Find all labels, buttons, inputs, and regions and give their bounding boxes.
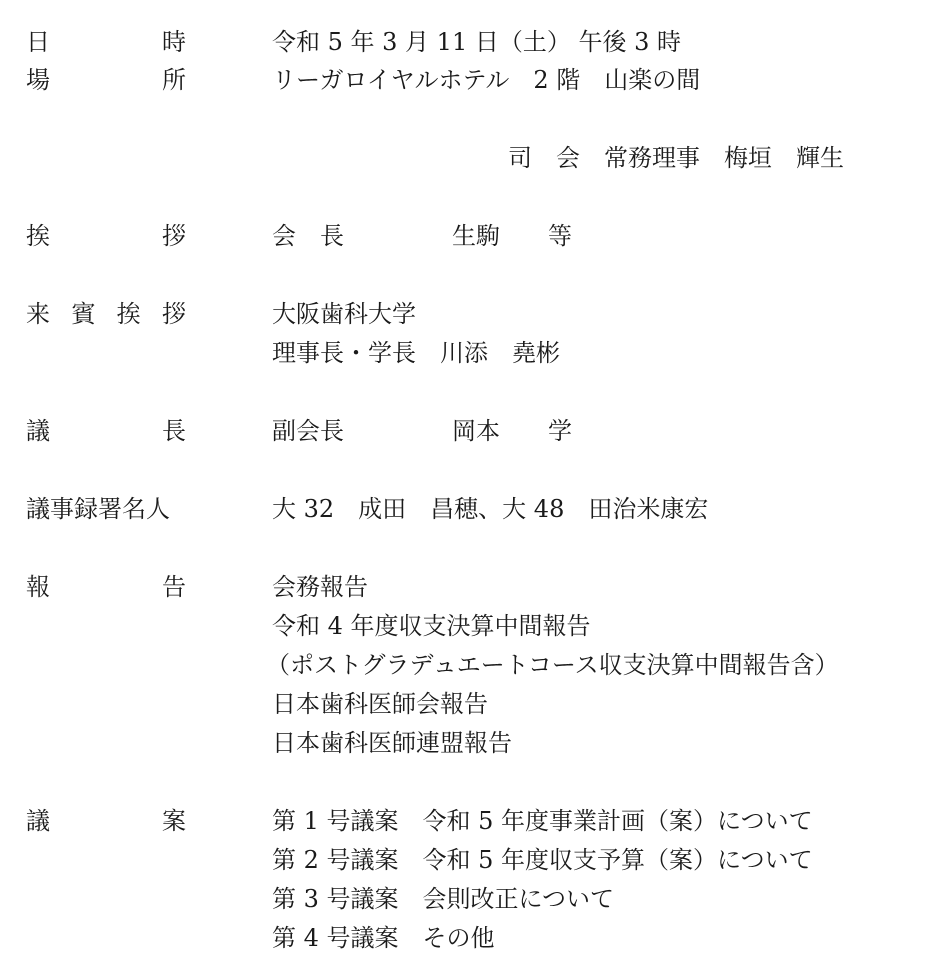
chair-name: 岡本 学: [452, 417, 572, 445]
datetime-label: 日時: [26, 28, 186, 56]
emcee-role: 司 会: [508, 144, 580, 172]
reports-row: [0, 571, 934, 603]
emcee-title: 常務理事: [604, 144, 700, 172]
agenda-item: 第 4 号議案 その他: [272, 924, 495, 952]
emcee-name: 梅垣 輝生: [724, 144, 844, 172]
report-item: （ポストグラデュエートコース収支決算中間報告含）: [266, 651, 839, 679]
guest-name: 川添 堯彬: [440, 339, 560, 367]
reports-row-4: [0, 688, 934, 720]
chair-row: [0, 415, 934, 447]
guest-greeting-row: [0, 298, 934, 330]
signers-value: 大 32 成田 昌穂、大 48 田治米康宏: [272, 495, 709, 523]
agenda-row-3: [0, 883, 934, 915]
greeting-row: [0, 220, 934, 252]
greeting-label: 挨拶: [26, 222, 186, 250]
guest-greeting-label: 来賓挨拶: [26, 300, 186, 328]
datetime-row: [0, 26, 934, 58]
agenda-item: 第 3 号議案 会則改正について: [272, 885, 615, 913]
report-item: 会務報告: [272, 573, 368, 601]
report-item: 日本歯科医師連盟報告: [272, 729, 512, 757]
guest-org: 大阪歯科大学: [272, 300, 416, 328]
venue-value: リーガロイヤルホテル 2 階 山楽の間: [272, 66, 701, 94]
emcee-row: [0, 142, 934, 174]
emcee-line: [508, 142, 844, 174]
reports-row-5: [0, 727, 934, 759]
agenda-item: 第 2 号議案 令和 5 年度収支予算（案）について: [272, 846, 813, 874]
agenda-label: 議案: [26, 807, 186, 835]
agenda-row: [0, 805, 934, 837]
greeting-title: 会 長: [272, 222, 344, 250]
reports-row-2: [0, 610, 934, 642]
venue-label: 場所: [26, 66, 186, 94]
signers-label: 議事録署名人: [26, 495, 170, 523]
greeting-name: 生駒 等: [452, 222, 572, 250]
chair-label: 議長: [26, 417, 186, 445]
guest-title: 理事長・学長: [272, 339, 416, 367]
datetime-value: 令和 5 年 3 月 11 日（土） 午後 3 時: [272, 28, 682, 56]
report-item: 令和 4 年度収支決算中間報告: [272, 612, 591, 640]
venue-row: [0, 64, 934, 96]
report-item: 日本歯科医師会報告: [272, 690, 488, 718]
reports-row-3: [0, 649, 934, 681]
guest-person-row: [0, 337, 934, 369]
agenda-row-4: [0, 922, 934, 954]
agenda-row-2: [0, 844, 934, 876]
agenda-item: 第 1 号議案 令和 5 年度事業計画（案）について: [272, 807, 813, 835]
reports-label: 報告: [26, 573, 186, 601]
guest-person: [272, 337, 560, 369]
signers-row: [0, 493, 934, 525]
chair-title: 副会長: [272, 417, 344, 445]
